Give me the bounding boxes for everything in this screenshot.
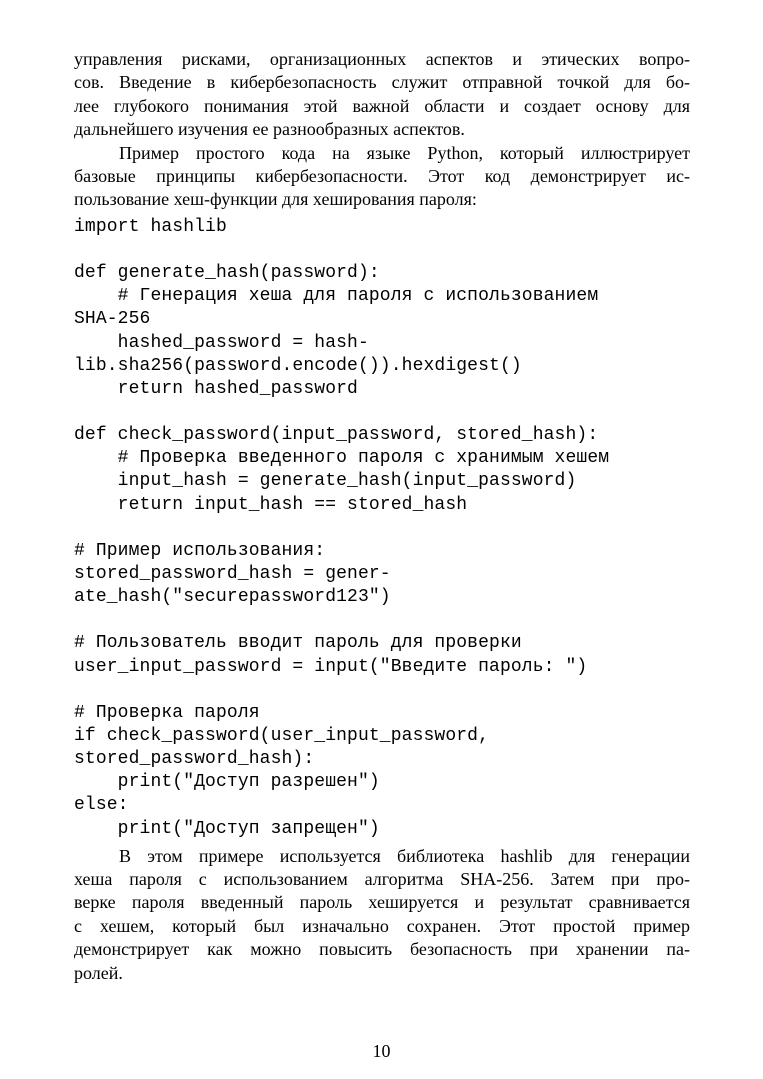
text-line: В этом примере используется библиотека hashlib для генерации: [119, 845, 690, 866]
code-line: return input_hash == stored_hash: [74, 494, 468, 515]
explanation-paragraph: [74, 845, 690, 985]
code-line: if check_password(user_input_password,: [74, 725, 490, 746]
text-line: демонстрирует как можно повысить безопасность при хранении па-: [74, 939, 690, 960]
text-line: пользование хеш-функции для хеширования пароля:: [74, 189, 477, 210]
text-line: ролей.: [74, 962, 123, 983]
code-line: stored_password_hash = gener-: [74, 563, 391, 584]
code-line: print("Доступ запрещен"): [74, 818, 380, 839]
text-line: базовые принципы кибербезопасности. Этот код демонстрирует ис-: [74, 166, 690, 187]
text-line: лее глубокого понимания этой важной области и создает основу для: [74, 95, 690, 116]
code-line: user_input_password = input("Введите пароль: "): [74, 656, 588, 677]
code-line: # Проверка введенного пароля с хранимым хешем: [74, 448, 610, 469]
code-line: [74, 517, 690, 540]
code-line: lib.sha256(password.encode()).hexdigest(): [74, 355, 522, 376]
code-line: # Генерация хеша для пароля с использованием: [74, 286, 599, 307]
code-line: return hashed_password: [74, 378, 358, 399]
text-line: сов. Введение в кибербезопасность служит отправной точкой для бо-: [74, 72, 690, 93]
code-lead-paragraph: [74, 142, 690, 212]
code-line: ate_hash("securepassword123"): [74, 587, 391, 608]
code-line: # Пользователь вводит пароль для проверки: [74, 633, 522, 654]
code-line: def generate_hash(password):: [74, 263, 380, 284]
code-line: hashed_password = hash-: [74, 332, 369, 353]
page-number: 10: [372, 1041, 391, 1061]
code-line: stored_password_hash):: [74, 749, 315, 770]
text-line: верке пароля введенный пароль хешируется и результат сравнивается: [74, 892, 690, 913]
code-line: print("Доступ разрешен"): [74, 772, 380, 793]
code-line: [74, 609, 690, 632]
code-line: # Пример использования:: [74, 540, 326, 561]
code-line: input_hash = generate_hash(input_password): [74, 471, 577, 492]
intro-paragraph: [74, 48, 690, 142]
text-line: Пример простого кода на языке Python, который иллюстрирует: [119, 142, 690, 163]
code-line: # Проверка пароля: [74, 702, 260, 723]
text-line: с хешем, который был изначально сохранен. Этот простой пример: [74, 915, 690, 936]
code-line: else:: [74, 795, 129, 816]
page-body: [74, 48, 690, 985]
code-line: import hashlib: [74, 216, 227, 237]
code-line: [74, 679, 690, 702]
code-line: [74, 239, 690, 262]
code-line: SHA-256: [74, 309, 151, 330]
text-line: хеша пароля с использованием алгоритма SHA-256. Затем при про-: [74, 869, 690, 890]
code-line: [74, 401, 690, 424]
code-listing: [74, 216, 690, 841]
text-line: управления рисками, организационных аспектов и этических вопро-: [74, 49, 690, 69]
text-line: дальнейшего изучения ее разнообразных аспектов.: [74, 119, 465, 140]
code-line: def check_password(input_password, stored_hash):: [74, 425, 599, 446]
